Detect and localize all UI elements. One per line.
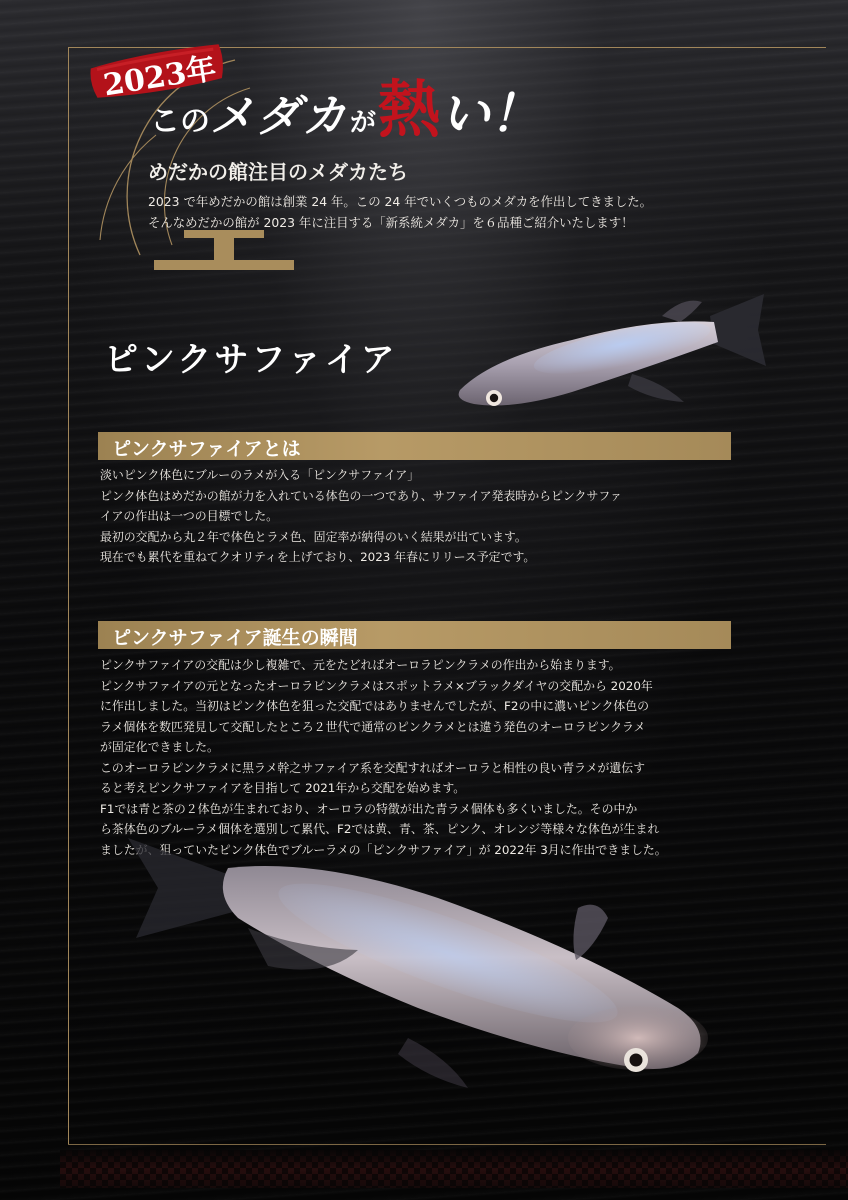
headline <box>150 60 540 150</box>
medaka-fish-photo-large <box>118 838 718 1098</box>
gold-stand-ornament <box>154 230 294 272</box>
section-heading: ピンクサファイアとは <box>112 438 301 460</box>
checker-fade <box>60 1150 848 1188</box>
paragraph-line: ピンクサファイアの元となったオーロラピンクラメはスポットラメ×ブラックダイヤの交配から 2020年 <box>100 678 653 693</box>
paragraph-line: イアの作出は一つの目標でした。 <box>100 509 279 523</box>
paragraph-line: ピンクサファイアの交配は少し複雑で、元をたどればオーロラピンクラメの作出から始まります。 <box>100 658 621 672</box>
species-title: ピンクサファイア <box>104 340 398 380</box>
paragraph-line: が固定化できました。 <box>100 740 219 754</box>
medaka-fish-photo-small <box>452 282 768 422</box>
intro-line: 2023 で年めだかの館は創業 24 年。この 24 年でいくつものメダカを作出してきました。 <box>148 194 653 209</box>
paragraph-line: ると考えピンクサファイアを目指して 2021年から交配を始めます。 <box>100 781 466 795</box>
subtitle: めだかの館注目のメダカたち <box>148 160 408 184</box>
paragraph-line: 最初の交配から丸２年で体色とラメ色、固定率が納得のいく結果が出ています。 <box>100 529 527 544</box>
section2-text <box>100 655 740 860</box>
headline-part-ga: が <box>350 108 377 138</box>
section-heading-bar <box>98 621 731 649</box>
paragraph-line: 現在でも累代を重ねてクオリティを上げており、2023 年春にリリース予定です。 <box>100 550 536 564</box>
intro-text <box>148 191 748 233</box>
paragraph-line: ピンク体色はめだかの館が力を入れている体色の一つであり、サファイア発表時からピンクサファ <box>100 488 622 503</box>
paragraph-line: ましたが、狙っていたピンク体色でブルーラメの「ピンクサファイア」が 2022年 3月に作出できました。 <box>100 842 667 857</box>
paragraph-line: ラメ個体を数匹発見して交配したところ２世代で通常のピンクラメとは違う発色のオーロラピンクラメ <box>100 719 646 734</box>
section-heading-bar <box>98 432 731 460</box>
headline-part-medaka: メダカ <box>210 91 348 142</box>
section-heading: ピンクサファイア誕生の瞬間 <box>112 627 358 649</box>
paragraph-line: このオーロラピンクラメに黒ラメ幹之サファイア系を交配すればオーロラと相性の良い青ラメが遺伝す <box>100 760 646 775</box>
paragraph-line: 淡いピンク体色にブルーのラメが入る「ピンクサファイア」 <box>100 468 420 482</box>
paragraph-line: に作出しました。当初はピンク体色を狙った交配ではありませんでしたが、F2の中に濃いピンク体色の <box>100 699 650 713</box>
section1-text <box>100 465 740 568</box>
intro-line: そんなめだかの館が 2023 年に注目する「新系統メダカ」を６品種ご紹介いたします！ <box>148 215 634 230</box>
year-badge-text: 2023年 <box>100 51 219 104</box>
paragraph-line: F1では青と茶の２体色が生まれており、オーロラの特徴が出た青ラメ個体も多くいました。その中か <box>100 801 638 816</box>
frame-bottom-line <box>68 1144 826 1145</box>
headline-part-i: い！ <box>440 84 541 143</box>
headline-part-kono: この <box>150 104 210 139</box>
paragraph-line: ら茶体色のブルーラメ個体を選別して累代、F2では黄、青、茶、ピンク、オレンジ等様々な体色が生まれ <box>100 822 660 836</box>
headline-part-atsu: 熱 <box>378 73 441 146</box>
